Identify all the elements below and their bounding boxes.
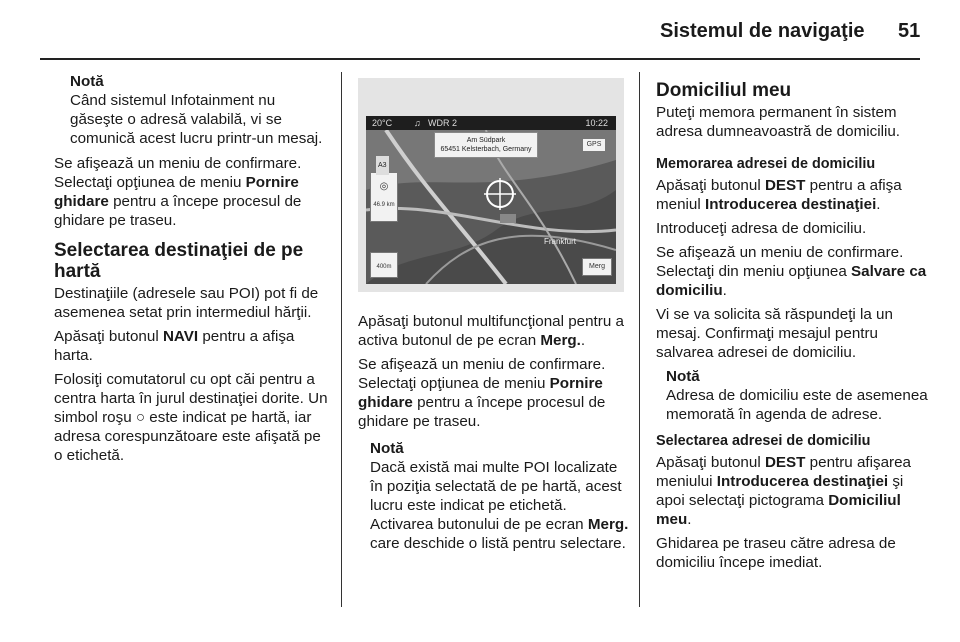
note-text	[370, 458, 630, 553]
text: .	[722, 282, 727, 299]
paragraph: Vi se va solicita să răspundeţi la un mesaj. Confirmaţi mesajul pentru salvarea adresei de domiciliu.	[656, 306, 893, 361]
target-symbol-icon: ○	[135, 409, 146, 426]
distance-readout: 46.9 km	[373, 202, 395, 208]
text: Apăsaţi butonul	[54, 328, 163, 345]
text: Apăsaţi butonul	[656, 177, 765, 194]
text: pentru a afişa harta.	[54, 328, 295, 364]
status-bar	[366, 116, 616, 130]
merg-button[interactable]: Merg	[582, 258, 612, 276]
subsection-heading: Memorarea adresei de domiciliu	[656, 156, 876, 172]
scale-panel	[370, 252, 398, 278]
note-box	[656, 367, 928, 424]
paragraph	[656, 243, 928, 300]
paragraph	[54, 154, 328, 230]
paragraph	[656, 453, 928, 529]
button-name: DEST	[764, 454, 806, 471]
text: Dacă există mai multe POI localizate în poziţia selectată de pe hartă, acest lucru este indicat pe etichetă. Activarea butonului de pe ecran	[370, 459, 622, 533]
radio-icon: ♫	[414, 118, 421, 128]
column-1	[54, 72, 328, 470]
section-heading: Domiciliul meu	[656, 80, 792, 101]
note-title: Notă	[370, 440, 404, 457]
paragraph	[54, 327, 328, 365]
section-heading: Selectarea destinaţiei de pe hartă	[54, 240, 304, 282]
temperature-readout: 20°C	[372, 118, 393, 128]
icon-name: Domiciliul meu	[656, 492, 901, 528]
scale-readout: 400m	[376, 264, 392, 270]
note-title: Notă	[70, 73, 104, 90]
paragraph	[358, 355, 630, 431]
column-3	[656, 80, 928, 577]
note-box	[358, 439, 630, 553]
subsection-heading: Selectarea adresei de domiciliu	[656, 433, 871, 449]
column-2	[358, 78, 630, 559]
text: este indicat pe hartă, iar adresa corespunzătoare este afişată pe o etichetă.	[54, 409, 321, 464]
text: pentru a începe procesul de ghidare pe traseu.	[358, 394, 606, 430]
text: Folosiţi comutatorul cu opt căi pentru a centra harta în jurul destinaţiei dorite. Un simbol roşu	[54, 371, 328, 426]
button-name: DEST	[764, 177, 806, 194]
address-line-2: 65451 Kelsterbach, Germany	[440, 146, 532, 153]
menu-option-label: Pornire ghidare	[54, 174, 299, 210]
paragraph	[358, 312, 630, 350]
distance-panel	[370, 172, 398, 222]
page-number: 51	[898, 20, 921, 42]
paragraph	[54, 370, 328, 465]
paragraph: Ghidarea pe traseu către adresa de domiciliu începe imediat.	[656, 535, 896, 571]
note-box	[62, 72, 328, 148]
text: .	[687, 511, 692, 528]
page-header	[0, 0, 960, 56]
text: şi apoi selectaţi pictograma	[656, 473, 904, 509]
text: Se afişează un meniu de confirmare. Selectaţi opţiunea de meniu	[358, 356, 606, 392]
station-name: WDR 2	[428, 118, 457, 128]
text: Apăsaţi butonul	[656, 454, 765, 471]
page-title: Sistemul de navigaţie	[660, 20, 865, 42]
road-label: A3	[376, 156, 389, 175]
note-text: Adresa de domiciliu este de asemenea memorată în agenda de adrese.	[666, 387, 928, 423]
address-label	[434, 132, 538, 158]
menu-name: Introducerea destinaţiei	[716, 473, 889, 490]
header-rule	[40, 58, 920, 60]
note-text: Când sistemul Infotainment nu găseşte o adresă valabilă, vi se comunică acest lucru printr-un mesaj.	[70, 92, 323, 147]
text: .	[580, 332, 586, 349]
text: pentru a începe procesul de ghidare pe traseu.	[54, 193, 302, 229]
infotainment-screen	[366, 116, 616, 284]
address-line-1: Am Südpark	[466, 137, 506, 144]
text: care deschide o listă pentru selectare.	[370, 535, 626, 552]
paragraph: Puteţi memora permanent în sistem adresa dumneavoastră de domiciliu.	[656, 104, 900, 140]
menu-option-label: Pornire ghidare	[358, 375, 603, 411]
button-name: NAVI	[162, 328, 199, 345]
note-title: Notă	[666, 368, 700, 385]
menu-option-label: Salvare ca domiciliu	[656, 263, 927, 299]
clock: 10:22	[585, 118, 608, 128]
navigation-screen-figure	[358, 78, 624, 292]
paragraph: Destinaţiile (adresele sau POI) pot fi de asemenea setat prin intermediul hărţii.	[54, 285, 319, 321]
paragraph: Introduceţi adresa de domiciliu.	[656, 220, 867, 237]
compass-icon: ◎	[379, 181, 389, 192]
place-label: Frankfurt	[543, 237, 576, 246]
text: pentru a afişa meniul	[656, 177, 902, 213]
column-separator-1	[341, 72, 342, 607]
column-separator-2	[639, 72, 640, 607]
text: Se afişează un meniu de confirmare. Selectaţi opţiunea de meniu	[54, 155, 302, 191]
text: pentru afişarea meniului	[656, 454, 911, 490]
menu-name: Introducerea destinaţiei	[704, 196, 877, 213]
text: .	[876, 196, 881, 213]
text: Apăsaţi butonul multifuncţional pentru a activa butonul de pe ecran	[358, 313, 624, 349]
button-name: Merg.	[540, 332, 581, 349]
paragraph	[656, 176, 928, 214]
button-name: Merg.	[587, 516, 629, 533]
gps-button[interactable]: GPS	[582, 138, 606, 152]
text: Se afişează un meniu de confirmare. Selectaţi din meniu opţiunea	[656, 244, 904, 280]
